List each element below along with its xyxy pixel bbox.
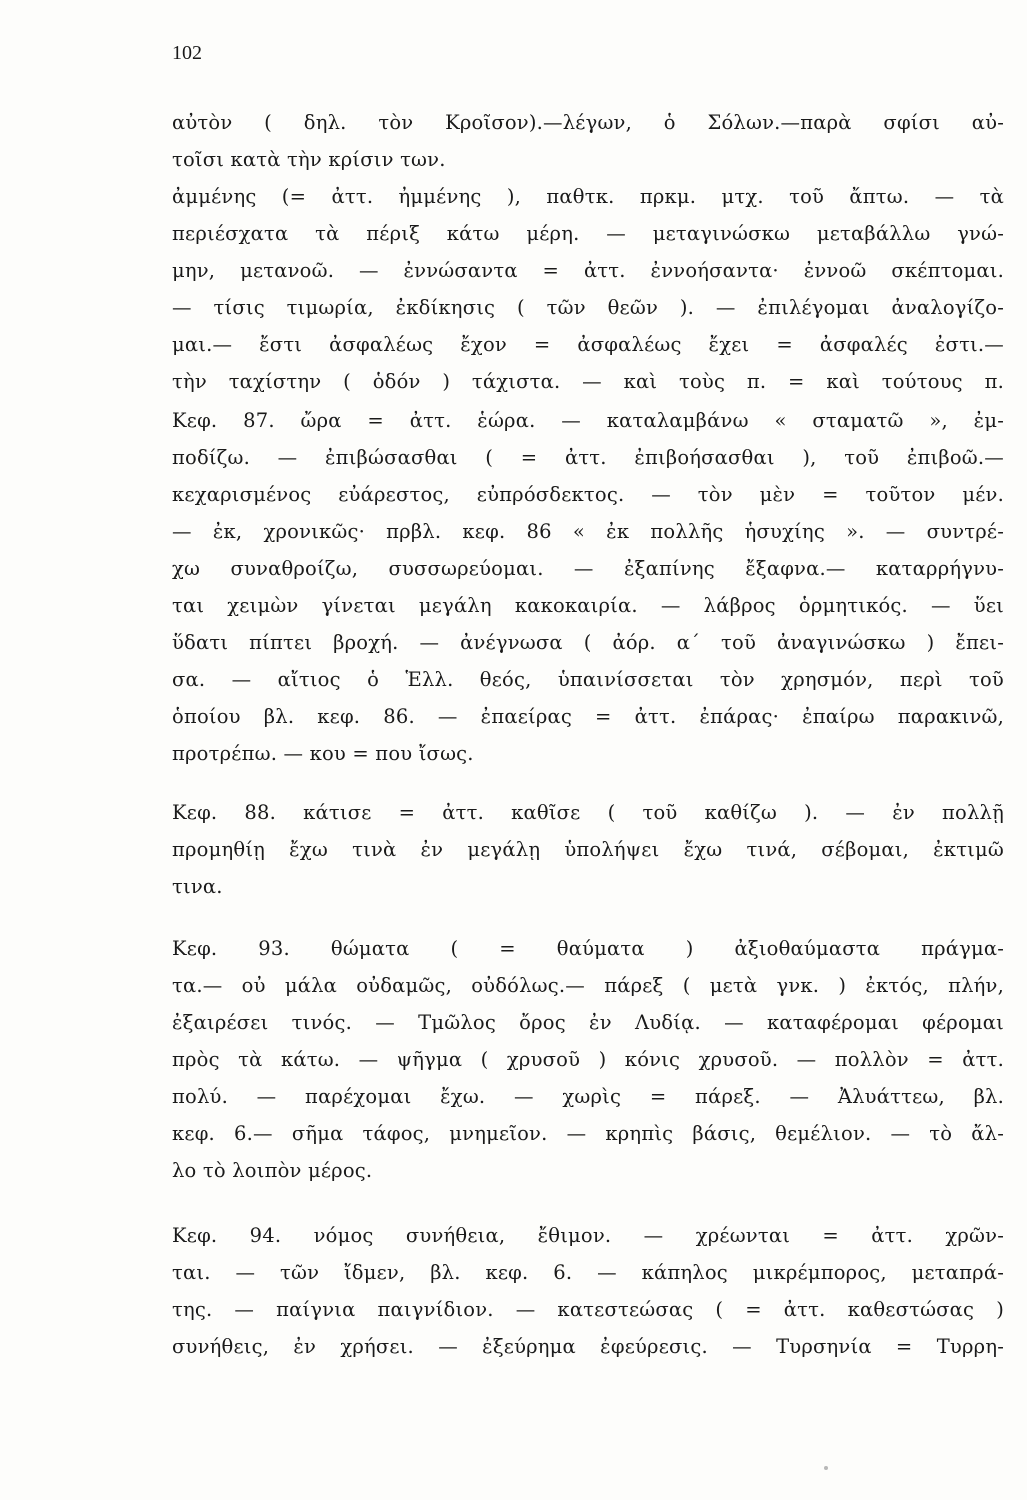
text-line: λο τὸ λοιπὸν μέρος. (172, 1159, 373, 1182)
text-line: κεχαρισμένος εὐάρεστος, εὐπρόσδεκτος. — τὸν μὲν = τοῦτον μέν. (172, 483, 1004, 506)
text-line: τοῖσι κατὰ τὴν κρίσιν των. (172, 148, 446, 171)
paragraph-chapter-93 (172, 930, 1004, 1189)
paragraph-chapter-88 (172, 794, 1004, 905)
paragraph-chapter-87 (172, 402, 1004, 772)
text-line: Κεφ. 88. κάτισε = ἀττ. καθῖσε ( τοῦ καθίζω ). — ἐν πολλῇ (172, 801, 1004, 824)
text-line: τὴν ταχίστην ( ὁδόν ) τάχιστα. — καὶ τοὺς π. = καὶ τούτους π. (172, 370, 1004, 393)
text-line: τα.— οὐ μάλα οὐδαμῶς, οὐδόλως.— πάρεξ ( μετὰ γνκ. ) ἐκτός, πλήν, (172, 974, 1004, 997)
text-line: περιέσχατα τὰ πέριξ κάτω μέρη. — μεταγινώσκω μεταβάλλω γνώ- (172, 222, 1004, 245)
text-line: Κεφ. 93. θώματα ( = θαύματα ) ἀξιοθαύμαστα πράγμα- (172, 937, 1004, 960)
text-line: χω συναθροίζω, συσσωρεύομαι. — ἐξαπίνης ἔξαφνα.— καταρρήγνυ- (172, 557, 1004, 580)
paragraph-chapter-94 (172, 1217, 1004, 1365)
text-line: συνήθεις, ἐν χρήσει. — ἐξεύρημα ἐφεύρεσις. — Τυρσηνία = Τυρρη- (172, 1335, 1004, 1358)
text-line: ὕδατι πίπτει βροχή. — ἀνέγνωσα ( ἀόρ. α΄ τοῦ ἀναγινώσκω ) ἔπει- (172, 631, 1004, 654)
text-line: σα. — αἴτιος ὁ Ἑλλ. θεός, ὑπαινίσσεται τὸν χρησμόν, περὶ τοῦ (172, 668, 1004, 691)
text-line: ποδίζω. — ἐπιβώσασθαι ( = ἀττ. ἐπιβοήσασθαι ), τοῦ ἐπιβοῶ.— (172, 446, 1004, 469)
text-line: της. — παίγνια παιγνίδιον. — κατεστεώσας ( = ἀττ. καθεστώσας ) (172, 1298, 1004, 1321)
text-line: Κεφ. 94. νόμος συνήθεια, ἔθιμον. — χρέωνται = ἀττ. χρῶν- (172, 1224, 1004, 1247)
text-line: αὐτὸν ( δηλ. τὸν Κροῖσον).—λέγων, ὁ Σόλων.—παρὰ σφίσι αὐ- (172, 111, 1004, 134)
text-line: ται χειμὼν γίνεται μεγάλη κακοκαιρία. — λάβρος ὁρμητικός. — ὕει (172, 594, 1004, 617)
scan-speck (824, 1466, 828, 1470)
text-line: κεφ. 6.— σῆμα τάφος, μνημεῖον. — κρηπὶς βάσις, θεμέλιον. — τὸ ἄλ- (172, 1122, 1004, 1145)
text-line: πρὸς τὰ κάτω. — ψῆγμα ( χρυσοῦ ) κόνις χρυσοῦ. — πολλὸν = ἀττ. (172, 1048, 1004, 1071)
text-line: ἐξαιρέσει τινός. — Τμῶλος ὄρος ἐν Λυδίᾳ. — καταφέρομαι φέρομαι (172, 1011, 1004, 1034)
text-line: προτρέπω. — κου = που ἴσως. (172, 742, 474, 765)
text-line: ὁποίου βλ. κεφ. 86. — ἐπαείρας = ἀττ. ἐπάρας· ἐπαίρω παρακινῶ, (172, 705, 1004, 728)
text-line: Κεφ. 87. ὤρα = ἀττ. ἑώρα. — καταλαμβάνω « σταματῶ », ἐμ- (172, 409, 1004, 432)
text-line: μαι.— ἔστι ἀσφαλέως ἔχον = ἀσφαλέως ἔχει = ἀσφαλές ἐστι.— (172, 333, 1004, 356)
text-line: πολύ. — παρέχομαι ἔχω. — χωρὶς = πάρεξ. — Ἀλυάττεω, βλ. (172, 1085, 1004, 1108)
text-line: ται. — τῶν ἴδμεν, βλ. κεφ. 6. — κάπηλος μικρέμπορος, μεταπρά- (172, 1261, 1004, 1284)
text-line: — ἐκ, χρονικῶς· πρβλ. κεφ. 86 « ἐκ πολλῆς ἡσυχίης ». — συντρέ- (172, 520, 1004, 543)
text-line: ἀμμένης (= ἀττ. ἠμμένης ), παθτκ. πρκμ. μτχ. τοῦ ἄπτω. — τὰ (172, 185, 1004, 208)
paragraph-intro (172, 104, 1004, 400)
text-line: — τίσις τιμωρία, ἐκδίκησις ( τῶν θεῶν ). — ἐπιλέγομαι ἀναλογίζο- (172, 296, 1004, 319)
text-line: προμηθίῃ ἔχω τινὰ ἐν μεγάλῃ ὑπολήψει ἔχω τινά, σέβομαι, ἐκτιμῶ (172, 838, 1004, 861)
page-number: 102 (172, 42, 202, 64)
text-line: τινα. (172, 875, 223, 898)
text-line: μην, μετανοῶ. — ἐννώσαντα = ἀττ. ἐννοήσαντα· ἐννοῶ σκέπτομαι. (172, 259, 1004, 282)
